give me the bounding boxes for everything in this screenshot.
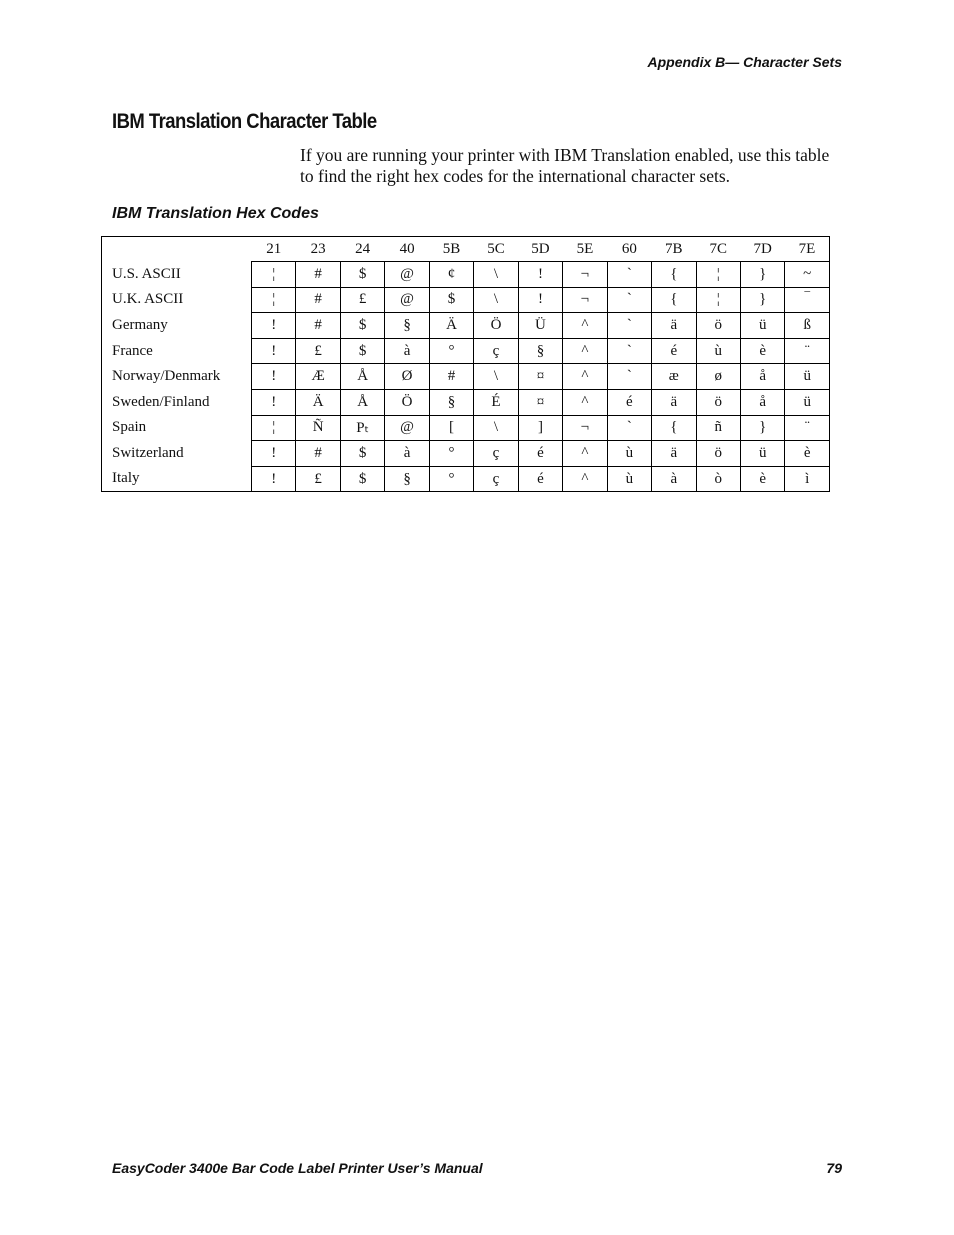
table-cell: ° [429,466,473,492]
table-cell: $ [429,287,473,313]
table-cell: # [296,262,340,288]
table-cell: à [652,466,696,492]
table-row [102,364,830,390]
table-cell: \ [474,415,518,441]
table-cell: { [652,262,696,288]
intro-paragraph: If you are running your printer with IBM Translation enabled, use this table to find the right hex codes for the international character sets. [300,145,830,186]
table-cell: § [429,389,473,415]
table-cell: ¨ [785,338,830,364]
table-row [102,287,830,313]
table-cell: ø [696,364,740,390]
table-cell: ! [252,389,296,415]
table-cell: ö [696,313,740,339]
table-cell: [ [429,415,473,441]
table-cell: ^ [563,364,607,390]
table-cell: ù [607,466,651,492]
table-cell: à [385,441,429,467]
table-cell: # [296,441,340,467]
table-cell: ¦ [696,262,740,288]
table-cell: ¦ [252,262,296,288]
table-cell: $ [340,262,384,288]
table-cell: { [652,287,696,313]
footer-page-number: 79 [826,1160,842,1176]
table-cell: ü [785,364,830,390]
row-country-label: France [112,342,153,359]
column-header: 5B [442,240,461,257]
table-cell: ` [607,313,651,339]
table-cell: ^ [563,389,607,415]
table-cell: Ü [518,313,562,339]
running-head: Appendix B— Character Sets [647,54,842,70]
table-cell: ¦ [696,287,740,313]
table-cell: É [474,389,518,415]
table-cell: ä [652,313,696,339]
table-cell: ç [474,466,518,492]
column-header: 7D [753,240,772,257]
row-country-label: Norway/Denmark [112,368,221,385]
table-cell: é [518,466,562,492]
table-cell: ! [252,466,296,492]
table-cell: ° [429,338,473,364]
table-cell: ° [429,441,473,467]
table-cell: ù [696,338,740,364]
table-cell: Ñ [296,415,340,441]
table-cell: ^ [563,313,607,339]
table-cell: ~ [785,262,830,288]
table-cell: ß [785,313,830,339]
table-cell: ` [607,415,651,441]
table-cell: Æ [296,364,340,390]
table-cell: $ [340,313,384,339]
table-cell: § [385,466,429,492]
table-caption: IBM Translation Hex Codes [112,205,319,222]
table-cell: $ [340,338,384,364]
row-country-label: Switzerland [112,444,184,461]
table-cell: ! [252,338,296,364]
table-cell: ü [740,313,784,339]
table-cell: @ [385,287,429,313]
table-cell: Ö [474,313,518,339]
table-cell: ¬ [563,262,607,288]
table-cell: } [740,262,784,288]
table-cell: å [740,364,784,390]
table-row [102,415,830,441]
column-header: 60 [621,240,637,257]
table-cell: @ [385,262,429,288]
table-cell: é [652,338,696,364]
table-cell: ! [252,313,296,339]
column-header: 7C [709,240,728,257]
table-cell: ç [474,338,518,364]
table-cell: ù [607,441,651,467]
table-cell: Ä [296,389,340,415]
column-header: 7E [798,240,816,257]
table-cell: ] [518,415,562,441]
table-cell: æ [652,364,696,390]
table-cell: ! [252,441,296,467]
column-header: 5D [531,240,550,257]
table-cell: { [652,415,696,441]
table-cell: ! [518,287,562,313]
table-cell: Å [340,364,384,390]
table-cell: å [740,389,784,415]
table-cell: ^ [563,466,607,492]
table-cell: ! [252,364,296,390]
table-cell: è [740,338,784,364]
table-cell: £ [340,287,384,313]
column-header: 24 [355,240,371,257]
table-row [102,441,830,467]
hex-code-table [101,236,830,492]
table-cell: \ [474,262,518,288]
table-cell: Ö [385,389,429,415]
table-cell: ‾ [785,287,830,313]
table-cell: ¢ [429,262,473,288]
row-country-label: Germany [112,316,168,333]
table-cell: @ [385,415,429,441]
table-cell: # [296,313,340,339]
table-cell: # [296,287,340,313]
table-cell: ü [785,389,830,415]
table-cell: $ [340,466,384,492]
table-cell: ä [652,389,696,415]
table-cell: ì [785,466,830,492]
table-cell: ` [607,287,651,313]
table-cell: ¦ [252,287,296,313]
table-cell: ¬ [563,415,607,441]
table-cell: ä [652,441,696,467]
table-cell: ` [607,262,651,288]
table-cell: ñ [696,415,740,441]
table-cell: Pₜ [340,415,384,441]
table-cell: ^ [563,338,607,364]
column-header: 5C [487,240,505,257]
table-row [102,262,830,288]
table-cell: à [385,338,429,364]
table-cell: § [518,338,562,364]
table-cell: é [518,441,562,467]
table-header-row [102,237,830,262]
table-cell: ö [696,389,740,415]
row-country-label: Sweden/Finland [112,393,210,410]
table-cell: § [385,313,429,339]
column-header: 23 [310,240,326,257]
row-country-label: Italy [112,470,140,487]
table-cell: \ [474,287,518,313]
column-header: 5E [576,240,594,257]
table-cell: ö [696,441,740,467]
table-cell: è [785,441,830,467]
table-cell: ü [740,441,784,467]
table-cell: # [429,364,473,390]
table-cell: ¤ [518,389,562,415]
table-cell: } [740,415,784,441]
table-row [102,466,830,492]
footer-manual-title: EasyCoder 3400e Bar Code Label Printer User’s Manual [112,1160,483,1176]
table-cell: è [740,466,784,492]
table-cell: ¤ [518,364,562,390]
table-cell: ¦ [252,415,296,441]
table-cell: Å [340,389,384,415]
table-cell: } [740,287,784,313]
table-cell: ! [518,262,562,288]
table-cell: ¬ [563,287,607,313]
table-cell: $ [340,441,384,467]
table-cell: ` [607,364,651,390]
table-cell: ò [696,466,740,492]
row-country-label: U.K. ASCII [112,291,184,308]
column-header: 7B [665,240,683,257]
table-cell: Ä [429,313,473,339]
table-cell: \ [474,364,518,390]
corner-cell [102,237,252,262]
table-row [102,313,830,339]
table-cell: ¨ [785,415,830,441]
table-cell: £ [296,466,340,492]
table-row [102,338,830,364]
table-cell: Ø [385,364,429,390]
row-country-label: U.S. ASCII [112,265,181,282]
row-country-label: Spain [112,419,147,436]
column-header: 21 [266,240,282,257]
table-cell: £ [296,338,340,364]
table-cell: é [607,389,651,415]
table-row [102,389,830,415]
table-cell: ç [474,441,518,467]
column-header: 40 [399,240,415,257]
section-title: IBM Translation Character Table [112,110,377,133]
table-cell: ^ [563,441,607,467]
table-cell: ` [607,338,651,364]
